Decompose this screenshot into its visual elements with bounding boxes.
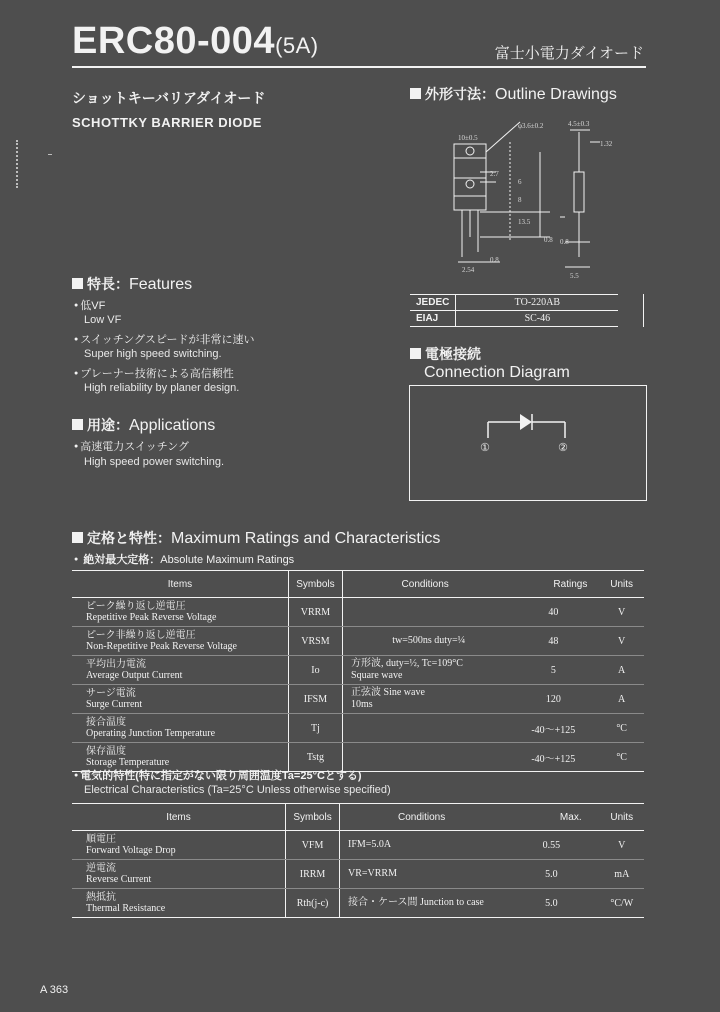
electrical-table	[72, 803, 644, 918]
col-conditions: Conditions	[343, 571, 508, 598]
feature-1-jp: ● 低VF	[74, 297, 105, 313]
col-units: Units	[600, 804, 644, 831]
package-row	[410, 295, 618, 311]
table-row: ピーク非繰り返し逆電圧 Non-Repetitive Peak Reverse Voltage VRSM tw=500ns duty=¼ 48 V	[72, 627, 644, 656]
absolute-max-heading: ● 絶対最大定格：Absolute Maximum Ratings	[74, 551, 294, 567]
electrical-heading-jp: ● 電気的特性(特に指定がない限り周囲温度Ta=25°Cとする)	[74, 767, 362, 783]
svg-text:2.54: 2.54	[462, 266, 475, 274]
type-en: SCHOTTKY BARRIER DIODE	[72, 115, 262, 130]
table-header-row	[72, 571, 644, 598]
table-row: 熱抵抗 Thermal Resistance Rth(j-c) 接合・ケース間 Junction to case 5.0 °C/W	[72, 889, 644, 918]
square-bullet-icon	[72, 419, 83, 430]
margin-mark	[16, 140, 21, 188]
application-1-jp: ● 高速電力スイッチング	[74, 438, 189, 454]
package-table-edge	[643, 294, 644, 327]
svg-text:8: 8	[518, 196, 522, 204]
ratings-heading: 定格と特性：Maximum Ratings and Characteristics	[72, 528, 440, 548]
table-row: 順電圧 Forward Voltage Drop VFM IFM=5.0A 0.55 V	[72, 831, 644, 860]
outline-heading: 外形寸法：Outline Drawings	[410, 84, 617, 104]
body-outline	[454, 158, 486, 178]
margin-tick	[48, 154, 52, 155]
type-jp: ショットキーバリアダイオード	[72, 90, 266, 106]
feature-2-jp: ● スイッチングスピードが非常に速い	[74, 331, 254, 347]
col-units: Units	[599, 571, 644, 598]
diode-symbol	[410, 386, 646, 500]
package-value: TO-220AB	[456, 295, 619, 311]
svg-text:φ3.6±0.2: φ3.6±0.2	[518, 122, 544, 130]
outline-drawing	[440, 112, 640, 282]
col-symbols: Symbols	[286, 804, 340, 831]
feature-3-jp: ● プレーナー技術による高信頼性	[74, 365, 234, 381]
col-ratings: Ratings	[507, 571, 599, 598]
svg-text:10±0.5: 10±0.5	[458, 134, 478, 142]
body-lower	[454, 178, 486, 196]
current-rating: (5A)	[275, 33, 319, 58]
package-table	[410, 294, 618, 327]
table-header-row	[72, 804, 644, 831]
part-number-title	[72, 22, 319, 60]
table-row: 平均出力電流 Average Output Current Io 方形波, duty=½, Tc=109°C Square wave 5 A	[72, 656, 644, 685]
svg-text:0.8: 0.8	[544, 236, 553, 244]
svg-text:5.5: 5.5	[570, 272, 579, 280]
svg-text:1.32: 1.32	[600, 140, 613, 148]
part-number: ERC80-004	[72, 20, 276, 62]
table-row: サージ電流 Surge Current IFSM 正弦波 Sine wave 10ms 120 A	[72, 685, 644, 714]
col-items: Items	[72, 571, 288, 598]
col-max: Max.	[503, 804, 599, 831]
header-divider	[72, 66, 646, 68]
col-symbols: Symbols	[288, 571, 342, 598]
svg-text:0.8: 0.8	[560, 238, 569, 246]
square-bullet-icon	[410, 348, 421, 359]
feature-2-en: Super high speed switching.	[84, 348, 222, 360]
table-row: ピーク繰り返し逆電圧 Repetitive Peak Reverse Voltage VRRM 40 V	[72, 598, 644, 627]
feature-1-en: Low VF	[84, 314, 122, 326]
col-conditions: Conditions	[340, 804, 504, 831]
connection-heading-jp: 電極接続	[410, 344, 481, 364]
package-value: SC-46	[456, 311, 619, 327]
square-bullet-icon	[72, 532, 83, 543]
package-key: JEDEC	[410, 295, 456, 311]
features-heading: 特長：Features	[72, 274, 192, 294]
connection-diagram-box	[409, 385, 647, 501]
maker-jp: 富士小電力ダイオード	[494, 45, 644, 62]
table-row: 逆電流 Reverse Current IRRM VR=VRRM 5.0 mA	[72, 860, 644, 889]
page-number: A 363	[40, 984, 69, 996]
table-row: 保存温度 Storage Temperature Tstg -40～+125 °C	[72, 743, 644, 772]
tab-outline	[454, 144, 486, 158]
package-key: EIAJ	[410, 311, 456, 327]
mounting-hole	[466, 147, 474, 155]
svg-text:6: 6	[518, 178, 522, 186]
table-row: 接合温度 Operating Junction Temperature Tj -40～+125 °C	[72, 714, 644, 743]
package-row	[410, 311, 618, 327]
electrical-heading-en: Electrical Characteristics (Ta=25°C Unless otherwise specified)	[84, 784, 391, 796]
connection-heading-en: Connection Diagram	[424, 364, 570, 381]
absolute-max-table	[72, 570, 644, 772]
svg-text:4.5±0.3: 4.5±0.3	[568, 120, 590, 128]
side-body	[574, 172, 584, 212]
col-items: Items	[72, 804, 286, 831]
pin-2-label: ②	[558, 442, 568, 454]
square-bullet-icon	[72, 278, 83, 289]
applications-heading: 用途：Applications	[72, 415, 215, 435]
pin-1-label: ①	[480, 442, 490, 454]
svg-text:2.7: 2.7	[490, 170, 499, 178]
feature-3-en: High reliability by planer design.	[84, 382, 240, 394]
svg-text:0.8: 0.8	[490, 256, 499, 264]
application-1-en: High speed power switching.	[84, 456, 225, 468]
svg-text:13.5: 13.5	[518, 218, 531, 226]
square-bullet-icon	[410, 88, 421, 99]
